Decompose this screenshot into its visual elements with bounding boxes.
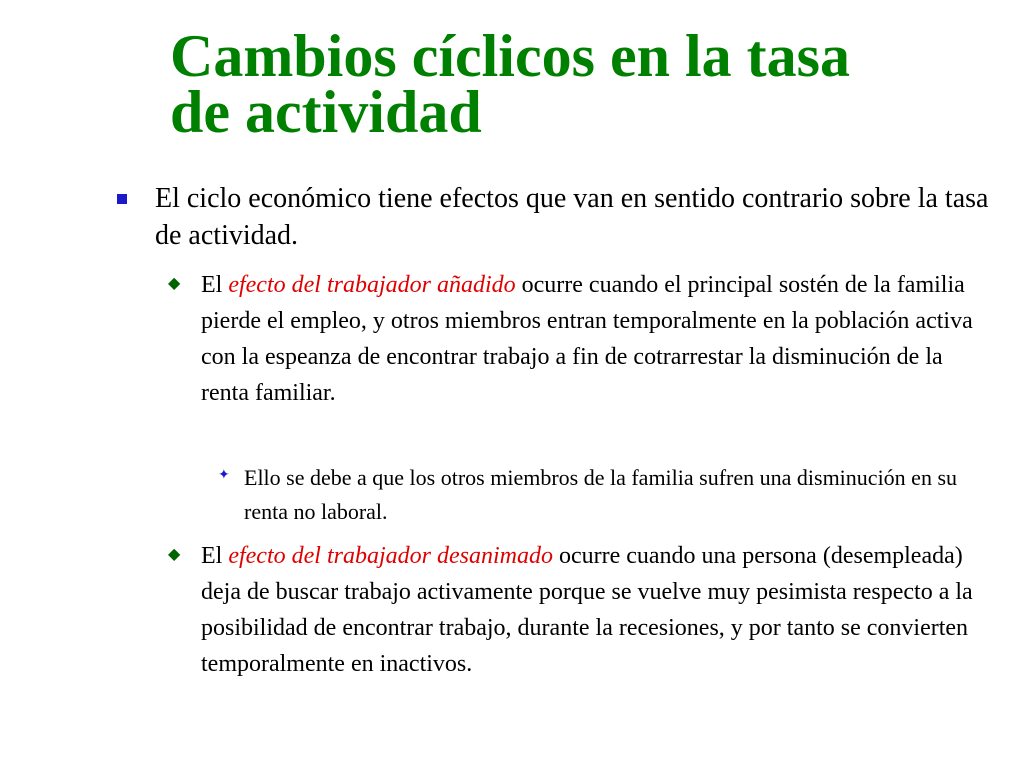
bullet-trabajador-anadido [168,267,991,411]
diamond-bullet-icon: ◆ [168,546,181,563]
slide-title-line-2: de actividad [170,79,482,145]
diamond-bullet-icon: ◆ [168,275,181,292]
bullet-ciclo-economico [155,180,1005,254]
term-trabajador-anadido: efecto del trabajador añadido [228,272,516,298]
bullet-trabajador-desanimado [168,538,991,682]
bullet-trabajador-anadido-prefix: El [201,272,229,298]
bullet-trabajador-desanimado-text: ocurre cuando una persona (desempleada) deja de buscar trabajo activamente porque se vuelve muy pesimista respecto a la posibilidad de encontrar trabajo, durante la recesiones, y por tanto se convierten temporalmente en inactivos. [201,543,973,677]
term-trabajador-desanimado: efecto del trabajador desanimado [228,543,553,569]
square-bullet-icon [117,194,127,204]
sub-bullet-renta-no-laboral-text: Ello se debe a que los otros miembros de la familia sufren una disminución en su renta no laboral. [244,465,958,524]
sub-bullet-renta-no-laboral [218,461,984,529]
four-point-star-bullet-icon: ✦ [218,468,230,483]
bullet-trabajador-anadido-text: ocurre cuando el principal sostén de la familia pierde el empleo, y otros miembros entran temporalmente en la población activa con la espeanza de encontrar trabajo a fin de cotrarrestar la disminución de la renta familiar. [201,272,973,406]
slide-title-line-1: Cambios cíclicos en la tasa [170,23,850,89]
bullet-trabajador-desanimado-prefix: El [201,543,229,569]
bullet-ciclo-economico-text: El ciclo económico tiene efectos que van en sentido contrario sobre la tasa de actividad. [155,183,989,251]
slide-title [170,23,990,145]
